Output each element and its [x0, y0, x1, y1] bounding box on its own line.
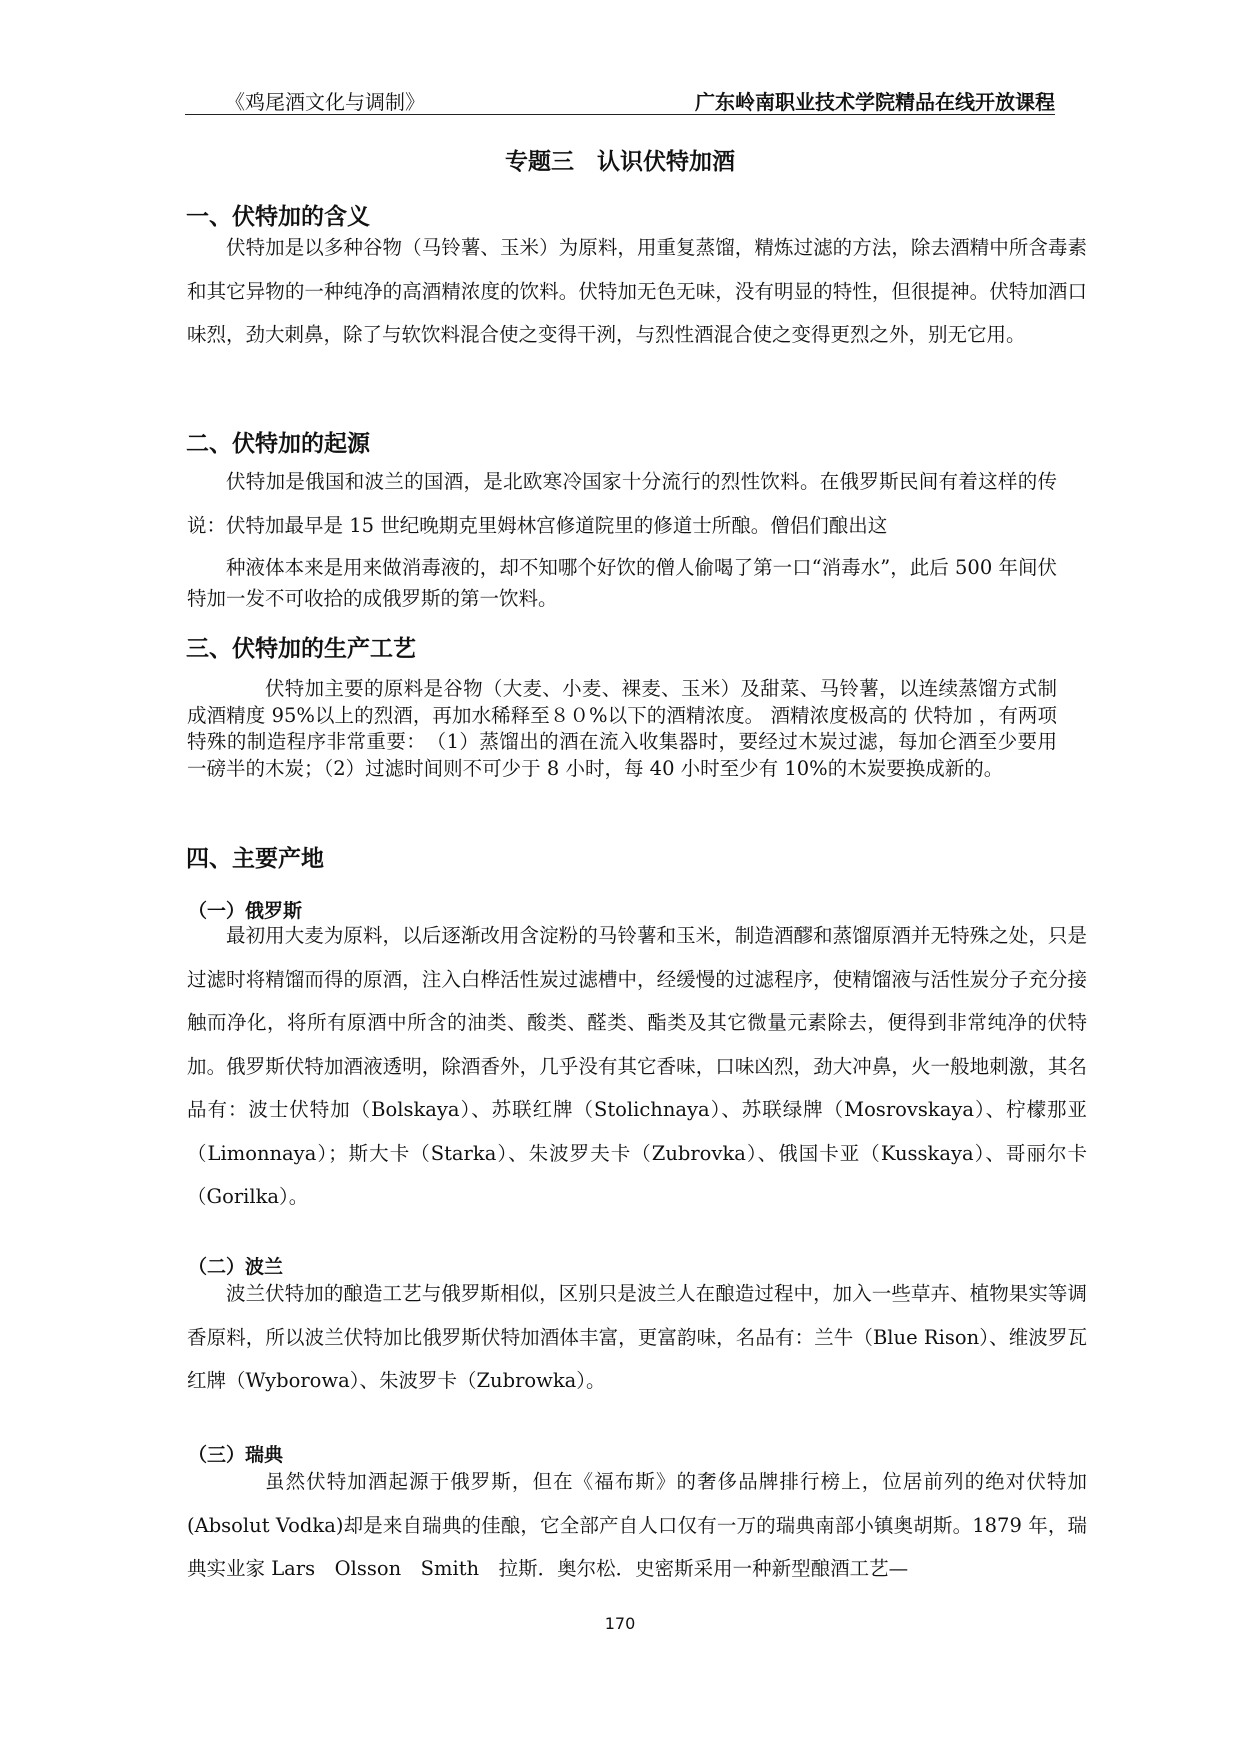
paragraph-origin-1: 伏特加是俄国和波兰的国酒，是北欧寒冷国家十分流行的烈性饮料。在俄罗斯民间有着这样的传说：伏特加最早是 15 世纪晚期克里姆林宫修道院里的修道士所酿。僧侣们酿出这	[187, 470, 1057, 537]
running-header	[185, 78, 1055, 115]
page-title: 专题三 认识伏特加酒	[505, 149, 735, 175]
section-heading-production: 三、伏特加的生产工艺	[186, 636, 416, 662]
subheading-russia: （一）俄罗斯	[188, 900, 303, 922]
section-heading-meaning: 一、伏特加的含义	[186, 204, 370, 230]
page-number: 170	[604, 1614, 636, 1633]
paragraph-origin-2: 种液体本来是用来做消毒液的，却不知哪个好饮的僧人偷喝了第一口“消毒水”，此后 500 年间伏特加一发不可收拾的成俄罗斯的第一饮料。	[187, 556, 1057, 610]
paragraph-sweden: 虽然伏特加酒起源于俄罗斯，但在《福布斯》的奢侈品牌排行榜上，位居前列的绝对伏特加(Absolut Vodka)却是来自瑞典的佳酿，它全部产自人口仅有一万的瑞典南部小镇奥胡斯。1879 年，瑞典实业家 Lars Olsson Smith 拉斯．奥尔松．史密斯采用一种新型酿酒工艺—	[187, 1470, 1087, 1580]
header-institution: 广东岭南职业技术学院精品在线开放课程	[695, 90, 1055, 114]
paragraph-meaning: 伏特加是以多种谷物（马铃薯、玉米）为原料，用重复蒸馏，精炼过滤的方法，除去酒精中所含毒素和其它异物的一种纯净的高酒精浓度的饮料。伏特加无色无味，没有明显的特性，但很提神。伏特加酒口味烈，劲大刺鼻，除了与软饮料混合使之变得干洌，与烈性酒混合使之变得更烈之外，别无它用。	[187, 236, 1087, 346]
paragraph-russia: 最初用大麦为原料，以后逐渐改用含淀粉的马铃薯和玉米，制造酒醪和蒸馏原酒并无特殊之处，只是过滤时将精馏而得的原酒，注入白桦活性炭过滤槽中，经缓慢的过滤程序，使精馏液与活性炭分子充分接触而净化，将所有原酒中所含的油类、酸类、醛类、酯类及其它微量元素除去，便得到非常纯净的伏特加。俄罗斯伏特加酒液透明，除酒香外，几乎没有其它香味，口味凶烈，劲大冲鼻，火一般地刺激，其名品有：波士伏特加（Bolskaya）、苏联红牌（Stolichnaya）、苏联绿牌（Mosrovskaya）、柠檬那亚（Limonnaya）；斯大卡（Starka）、朱波罗夫卡（Zubrovka）、俄国卡亚（Kusskaya）、哥丽尔卡（Gorilka）。	[187, 924, 1087, 1208]
section-heading-regions: 四、主要产地	[186, 846, 324, 872]
paragraph-production: 伏特加主要的原料是谷物（大麦、小麦、裸麦、玉米）及甜菜、马铃薯，以连续蒸馏方式制成酒精度 95%以上的烈酒，再加水稀释至８０%以下的酒精浓度。 酒精浓度极高的 伏特加 ，有两项特殊的制造程序非常重要： （1）蒸馏出的酒在流入收集器时，要经过木炭过滤，每加仑酒至少要用一磅半的木炭；（2）过滤时间则不可少于 8 小时，每 40 小时至少有 10%的木炭要换成新的。	[187, 677, 1057, 780]
paragraph-poland: 波兰伏特加的酿造工艺与俄罗斯相似，区别只是波兰人在酿造过程中，加入一些草卉、植物果实等调香原料，所以波兰伏特加比俄罗斯伏特加酒体丰富，更富韵味，名品有：兰牛（Blue Rison）、维波罗瓦红牌（Wyborowa）、朱波罗卡（Zubrowka）。	[187, 1282, 1087, 1392]
header-course-title: 《鸡尾酒文化与调制》	[225, 90, 425, 114]
section-heading-origin: 二、伏特加的起源	[186, 431, 370, 457]
subheading-poland: （二）波兰	[188, 1256, 284, 1278]
subheading-sweden: （三）瑞典	[188, 1444, 284, 1466]
